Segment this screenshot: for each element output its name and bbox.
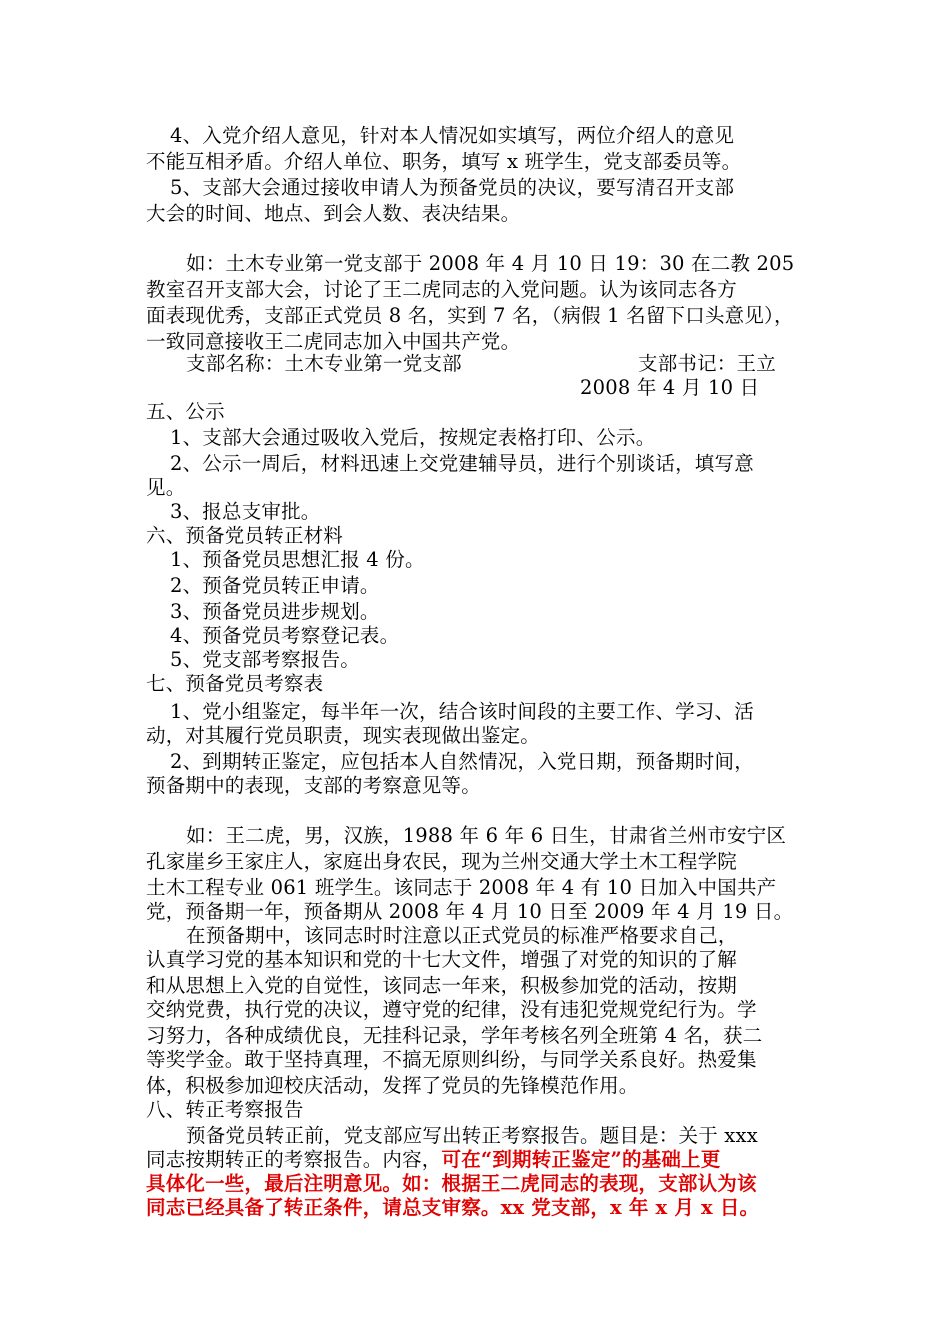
text-line: 如：土木专业第一党支部于 2008 年 4 月 10 日 19：30 在二教 205 bbox=[186, 252, 795, 275]
highlighted-text: 可在“到期转正鉴定”的基础上更 bbox=[441, 1148, 721, 1171]
text-line: 等奖学金。敢于坚持真理，不搞无原则纠纷，与同学关系良好。热爱集 bbox=[146, 1048, 757, 1071]
text-line: 认真学习党的基本知识和党的十七大文件，增强了对党的知识的了解 bbox=[146, 948, 738, 971]
text-line bbox=[146, 1148, 826, 1172]
text-line: 动，对其履行党员职责，现实表现做出鉴定。 bbox=[146, 724, 541, 747]
section-heading: 八、转正考察报告 bbox=[146, 1098, 304, 1121]
text-line: 如：王二虎，男，汉族，1988 年 6 年 6 日生，甘肃省兰州市安宁区 bbox=[186, 824, 787, 847]
text-line: 见。 bbox=[146, 476, 186, 499]
text-line: 预备党员转正前，党支部应写出转正考察报告。题目是：关于 xxx bbox=[186, 1124, 758, 1147]
text-line: 3、预备党员进步规划。 bbox=[170, 600, 380, 623]
text-line: 党，预备期一年，预备期从 2008 年 4 月 10 日至 2009 年 4 月 19 日。 bbox=[146, 900, 794, 923]
text-line: 一致同意接收王二虎同志加入中国共产党。 bbox=[146, 330, 521, 353]
text-line: 土木工程专业 061 班学生。该同志于 2008 年 4 有 10 日加入中国共产 bbox=[146, 876, 777, 899]
highlighted-text: 具体化一些，最后注明意见。如：根据王二虎同志的表现，支部认为该 bbox=[146, 1172, 757, 1195]
text-line: 5、支部大会通过接收申请人为预备党员的决议，要写清召开支部 bbox=[170, 176, 735, 199]
branch-name: 支部名称：土木专业第一党支部 bbox=[186, 352, 462, 375]
text-line: 在预备期中，该同志时时注意以正式党员的标准严格要求自己， bbox=[186, 924, 738, 947]
signature-date: 2008 年 4 月 10 日 bbox=[580, 376, 760, 399]
text-line: 4、入党介绍人意见，针对本人情况如实填写，两位介绍人的意见 bbox=[170, 124, 735, 147]
section-heading: 五、公示 bbox=[146, 400, 225, 423]
text-line: 2、到期转正鉴定，应包括本人自然情况，入党日期，预备期时间， bbox=[170, 750, 754, 773]
text-line: 不能互相矛盾。介绍人单位、职务，填写 x 班学生，党支部委员等。 bbox=[146, 150, 742, 173]
text-line: 孔家崖乡王家庄人，家庭出身农民，现为兰州交通大学土木工程学院 bbox=[146, 850, 738, 873]
text-line: 预备期中的表现，支部的考察意见等。 bbox=[146, 774, 481, 797]
highlighted-text: 同志已经具备了转正条件，请总支审察。xx 党支部，x 年 x 月 x 日。 bbox=[146, 1196, 760, 1219]
text-line: 4、预备党员考察登记表。 bbox=[170, 624, 400, 647]
branch-secretary: 支部书记：王立 bbox=[638, 352, 776, 375]
text-line: 体，积极参加迎校庆活动，发挥了党员的先锋模范作用。 bbox=[146, 1074, 639, 1097]
text-line: 5、党支部考察报告。 bbox=[170, 648, 360, 671]
text-line: 1、支部大会通过吸收入党后，按规定表格打印、公示。 bbox=[170, 426, 656, 449]
text-line: 1、预备党员思想汇报 4 份。 bbox=[170, 548, 425, 571]
section-heading: 七、预备党员考察表 bbox=[146, 672, 324, 695]
text-line: 2、公示一周后，材料迅速上交党建辅导员，进行个别谈话，填写意 bbox=[170, 452, 754, 475]
section-heading: 六、预备党员转正材料 bbox=[146, 524, 344, 547]
text-line: 大会的时间、地点、到会人数、表决结果。 bbox=[146, 202, 521, 225]
text-line: 习努力，各种成绩优良，无挂科记录，学年考核名列全班第 4 名，获二 bbox=[146, 1024, 763, 1047]
text-line: 教室召开支部大会，讨论了王二虎同志的入党问题。认为该同志各方 bbox=[146, 278, 738, 301]
text-line: 3、报总支审批。 bbox=[170, 500, 321, 523]
text-line: 交纳党费，执行党的决议，遵守党的纪律，没有违犯党规党纪行为。学 bbox=[146, 998, 757, 1021]
text-line: 和从思想上入党的自觉性，该同志一年来，积极参加党的活动，按期 bbox=[146, 974, 738, 997]
text-line-part: 同志按期转正的考察报告。内容， bbox=[146, 1148, 442, 1171]
text-line: 面表现优秀，支部正式党员 8 名，实到 7 名，（病假 1 名留下口头意见）， bbox=[146, 304, 794, 327]
text-line: 1、党小组鉴定，每半年一次，结合该时间段的主要工作、学习、活 bbox=[170, 700, 754, 723]
text-line: 2、预备党员转正申请。 bbox=[170, 574, 380, 597]
